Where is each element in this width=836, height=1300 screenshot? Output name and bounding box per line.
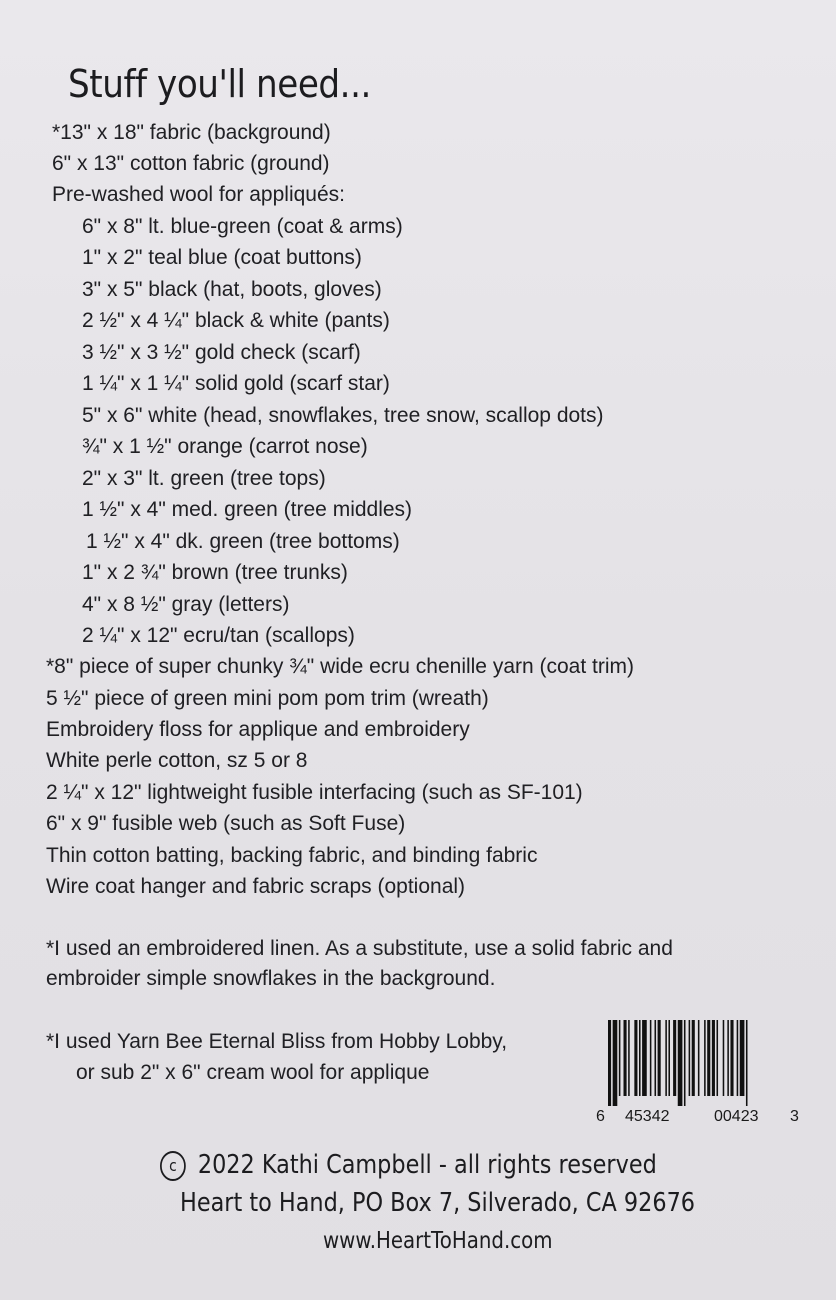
barcode-bar: [740, 1020, 745, 1096]
supply-item-fusible-web: 6" x 9" fusible web (such as Soft Fuse): [46, 812, 406, 835]
supply-item-wool-orange: ¾" x 1 ½" orange (carrot nose): [82, 435, 368, 458]
page-heading: Stuff you'll need...: [68, 62, 371, 106]
copyright-text: 2022 Kathi Campbell - all rights reserved: [197, 1150, 657, 1180]
supply-item-wool-black-white: 2 ½" x 4 ¼" black & white (pants): [82, 309, 390, 332]
barcode-bar: [684, 1020, 686, 1106]
barcode-bar: [650, 1020, 652, 1096]
barcode-bar: [628, 1020, 630, 1096]
supply-item-coat-hanger: Wire coat hanger and fabric scraps (optional): [46, 875, 466, 898]
barcode-bar: [658, 1020, 661, 1096]
barcode-bar: [717, 1020, 719, 1096]
note-yarn-line-1: *I used Yarn Bee Eternal Bliss from Hobby Lobby,: [46, 1030, 508, 1053]
supply-item-wool-ecru: 2 ¼" x 12" ecru/tan (scallops): [82, 624, 355, 647]
barcode-bar: [639, 1020, 641, 1096]
supply-item-wool-heading: Pre-washed wool for appliqués:: [52, 183, 345, 206]
barcode-bar: [727, 1020, 729, 1096]
website-link: www.HeartToHand.com: [323, 1228, 553, 1254]
barcode-bar: [692, 1020, 695, 1096]
barcode-bar: [608, 1020, 611, 1106]
supply-item-wool-gray: 4" x 8 ½" gray (letters): [82, 593, 290, 616]
barcode-bar: [746, 1020, 748, 1106]
supply-item-wool-black: 3" x 5" black (hat, boots, gloves): [82, 278, 382, 301]
note-linen-line-2: embroider simple snowflakes in the background.: [46, 967, 496, 990]
barcode-bar: [712, 1020, 715, 1096]
barcode-bars: [596, 1020, 800, 1108]
supply-item-chenille-yarn: *8" piece of super chunky ¾" wide ecru chenille yarn (coat trim): [46, 655, 635, 678]
supply-item-background-fabric: *13" x 18" fabric (background): [52, 121, 331, 144]
supply-item-wool-med-green: 1 ½" x 4" med. green (tree middles): [82, 498, 413, 521]
mailing-address: Heart to Hand, PO Box 7, Silverado, CA 92676: [180, 1188, 696, 1218]
barcode-digits: [596, 1108, 800, 1130]
barcode-bar: [704, 1020, 706, 1096]
barcode-bar: [730, 1020, 733, 1096]
barcode-bar: [673, 1020, 676, 1096]
supply-item-wool-teal: 1" x 2" teal blue (coat buttons): [82, 246, 362, 269]
barcode-bar: [723, 1020, 725, 1096]
barcode-bar: [737, 1020, 739, 1096]
barcode-bar: [634, 1020, 637, 1096]
supply-item-wool-lt-green: 2" x 3" lt. green (tree tops): [82, 467, 326, 490]
supply-item-pom-pom-trim: 5 ½" piece of green mini pom pom trim (wreath): [46, 687, 489, 710]
barcode-bar: [655, 1020, 657, 1096]
supply-item-wool-white: 5" x 6" white (head, snowflakes, tree snow, scallop dots): [82, 404, 604, 427]
barcode-digit-lead: 6: [596, 1108, 605, 1125]
barcode-bar: [619, 1020, 621, 1096]
barcode-bar: [678, 1020, 683, 1106]
barcode-bar: [698, 1020, 700, 1096]
barcode-digit-check: 3: [790, 1108, 799, 1125]
supply-item-embroidery-floss: Embroidery floss for applique and embroidery: [46, 718, 470, 741]
barcode-digits-left: 45342: [625, 1108, 670, 1125]
supply-item-wool-solid-gold: 1 ¼" x 1 ¼" solid gold (scarf star): [82, 372, 390, 395]
supply-item-perle-cotton: White perle cotton, sz 5 or 8: [46, 749, 308, 772]
barcode-bar: [624, 1020, 627, 1096]
barcode-bar: [613, 1020, 618, 1106]
copyright-icon: c: [160, 1151, 186, 1181]
supply-item-wool-brown: 1" x 2 ¾" brown (tree trunks): [82, 561, 348, 584]
barcode-bar: [665, 1020, 667, 1096]
supply-item-ground-fabric: 6" x 13" cotton fabric (ground): [52, 152, 330, 175]
supply-item-batting: Thin cotton batting, backing fabric, and binding fabric: [46, 844, 538, 867]
copyright-line: [160, 1150, 657, 1181]
supply-item-wool-gold-check: 3 ½" x 3 ½" gold check (scarf): [82, 341, 361, 364]
supply-item-interfacing: 2 ¼" x 12" lightweight fusible interfacing (such as SF-101): [46, 781, 583, 804]
supply-item-wool-dk-green: 1 ½" x 4" dk. green (tree bottoms): [86, 530, 400, 553]
barcode-bar: [689, 1020, 691, 1096]
barcode-bar: [707, 1020, 710, 1096]
barcode-bar: [668, 1020, 670, 1096]
upc-barcode: [596, 1020, 800, 1136]
supply-item-wool-blue-green: 6" x 8" lt. blue-green (coat & arms): [82, 215, 403, 238]
barcode-digits-right: 00423: [714, 1108, 759, 1125]
note-linen-line-1: *I used an embroidered linen. As a substitute, use a solid fabric and: [46, 937, 673, 960]
barcode-bar: [642, 1020, 647, 1096]
note-yarn-line-2: or sub 2" x 6" cream wool for applique: [76, 1061, 430, 1084]
